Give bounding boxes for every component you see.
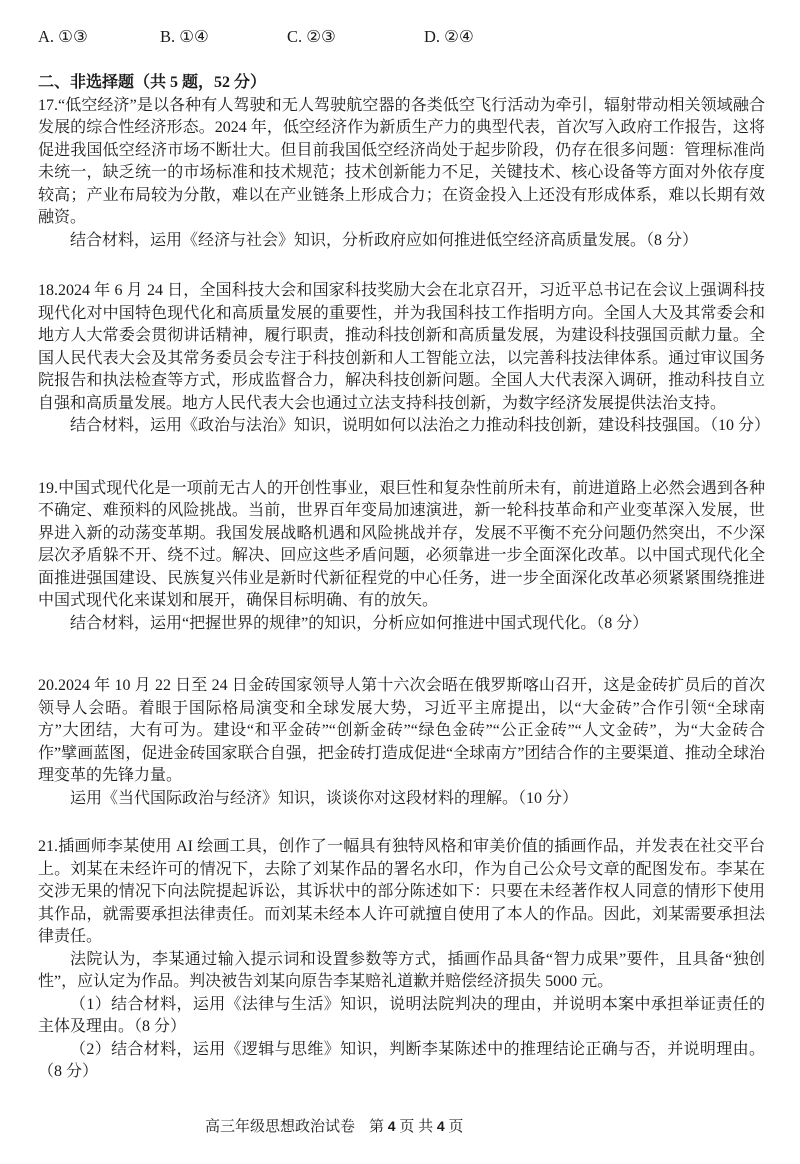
- question-21-subquestion-1: （1）结合材料，运用《法律与生活》知识，说明法院判决的理由，并说明本案中承担举证责任的主体及理由。（8 分）: [38, 995, 765, 1035]
- mc-options-row: [38, 26, 765, 48]
- question-21-subquestion-2: （2）结合材料，运用《逻辑与思维》知识，判断李某陈述中的推理结论正确与否，并说明理由。（8 分）: [38, 1040, 765, 1080]
- question-20: [38, 675, 765, 810]
- page-footer: [205, 1116, 463, 1137]
- footer-page-suffix: 页: [444, 1119, 464, 1135]
- option-a: A. ①③: [38, 27, 88, 46]
- footer-page-prefix: 第: [369, 1119, 388, 1135]
- option-b: B. ①④: [160, 27, 209, 46]
- question-18: [38, 280, 771, 438]
- question-18-task: 结合材料，运用《政治与法治》知识，说明如何以法治之力推动科技创新，建设科技强国。（10 分）: [70, 417, 771, 434]
- question-17-task: 结合材料，运用《经济与社会》知识，分析政府应如何推进低空经济高质量发展。（8 分）: [70, 231, 699, 249]
- question-20-task: 运用《当代国际政治与经济》知识，谈谈你对这段材料的理解。（10 分）: [70, 789, 579, 807]
- question-18-material: 18.2024 年 6 月 24 日，全国科技大会和国家科技奖励大会在北京召开，习近平总书记在会议上强调科技现代化对中国特色现代化和高质量发展的重要性，并为我国科技工作指明方向。全国人大及其常委会和地方人大常委会贯彻讲话精神，履行职责，推动科技创新和高质量发展，为建设科技强国贡献力量。全国人民代表大会及其常务委员会专注于科技创新和人工智能立法，以完善科技法律体系。通过审议国务院报告和执法检查等方式，形成监督合力，解决科技创新问题。全国人大代表深入调研，推动科技自立自强和高质量发展。地方人民代表大会也通过立法支持科技创新，为数字经济发展提供法治支持。: [38, 282, 765, 412]
- question-17: [38, 95, 765, 253]
- footer-total-pages: 4: [436, 1118, 445, 1134]
- option-c: C. ②③: [287, 27, 336, 46]
- footer-page-mid: 页 共: [395, 1119, 437, 1135]
- question-20-material: 20.2024 年 10 月 22 日至 24 日金砖国家领导人第十六次会晤在俄罗斯喀山召开，这是金砖扩员后的首次领导人会晤。着眼于国际格局演变和全球发展大势，习近平主席提出，以“大金砖”合作引领“全球南方”大团结，大有可为。建设“和平金砖”“创新金砖”“绿色金砖”“公正金砖”“人文金砖”，为“大金砖合作”擘画蓝图，促进金砖国家联合自强，把金砖打造成促进“全球南方”团结合作的主要渠道、推动全球治理变革的先锋力量。: [38, 677, 765, 784]
- question-21-material: 21.插画师李某使用 AI 绘画工具，创作了一幅具有独特风格和审美价值的插画作品，并发表在社交平台上。刘某在未经许可的情况下，去除了刘某作品的署名水印，作为自己公众号文章的配图发布。李某在交涉无果的情况下向法院提起诉讼，其诉状中的部分陈述如下：只要在未经著作权人同意的情形下使用其作品，就需要承担法律责任。而刘某未经本人许可就擅自使用了本人的作品。因此，刘某需要承担法律责任。: [38, 838, 765, 945]
- footer-page-number: 4: [387, 1118, 396, 1134]
- question-19-material: 19.中国式现代化是一项前无古人的开创性事业，艰巨性和复杂性前所未有，前进道路上必然会遇到各种不确定、难预料的风险挑战。当前，世界百年变局加速演进，新一轮科技革命和产业变革深入发展，世界进入新的动荡变革期。我国发展战略机遇和风险挑战并存，发展不平衡不充分问题仍然突出，不少深层次矛盾躲不开、绕不过。解决、回应这些矛盾问题，必须靠进一步全面深化改革。以中国式现代化全面推进强国建设、民族复兴伟业是新时代新征程党的中心任务，进一步全面深化改革必须紧紧围绕推进中国式现代化来谋划和展开，确保目标明确、有的放矢。: [38, 479, 765, 609]
- section-heading: 二、非选择题（共 5 题，52 分）: [38, 74, 267, 91]
- question-21: [38, 836, 765, 1084]
- question-19: [38, 478, 765, 636]
- question-19-task: 结合材料，运用“把握世界的规律”的知识，分析应如何推进中国式现代化。（8 分）: [70, 614, 649, 632]
- question-17-material: 17.“低空经济”是以各种有人驾驶和无人驾驶航空器的各类低空飞行活动为牵引，辐射带动相关领域融合发展的综合性经济形态。2024 年，低空经济作为新质生产力的典型代表，首次写入政府工作报告，这将促进我国低空经济市场不断壮大。但目前我国低空经济尚处于起步阶段，仍存在很多问题：管理标准尚未统一，缺乏统一的市场标准和技术规范；技术创新能力不足，关键技术、核心设备等方面对外依存度较高；产业布局较为分散，难以在产业链条上形成合力；在资金投入上还没有形成体系，难以长期有效融资。: [38, 96, 765, 226]
- footer-exam-title: 高三年级思想政治试卷: [205, 1119, 356, 1135]
- question-21-court-paragraph: 法院认为，李某通过输入提示词和设置参数等方式，插画作品具备“智力成果”要件，且具备“独创性”，应认定为作品。判决被告刘某向原告李某赔礼道歉并赔偿经济损失 5000 元。: [38, 950, 765, 990]
- option-d: D. ②④: [424, 27, 474, 46]
